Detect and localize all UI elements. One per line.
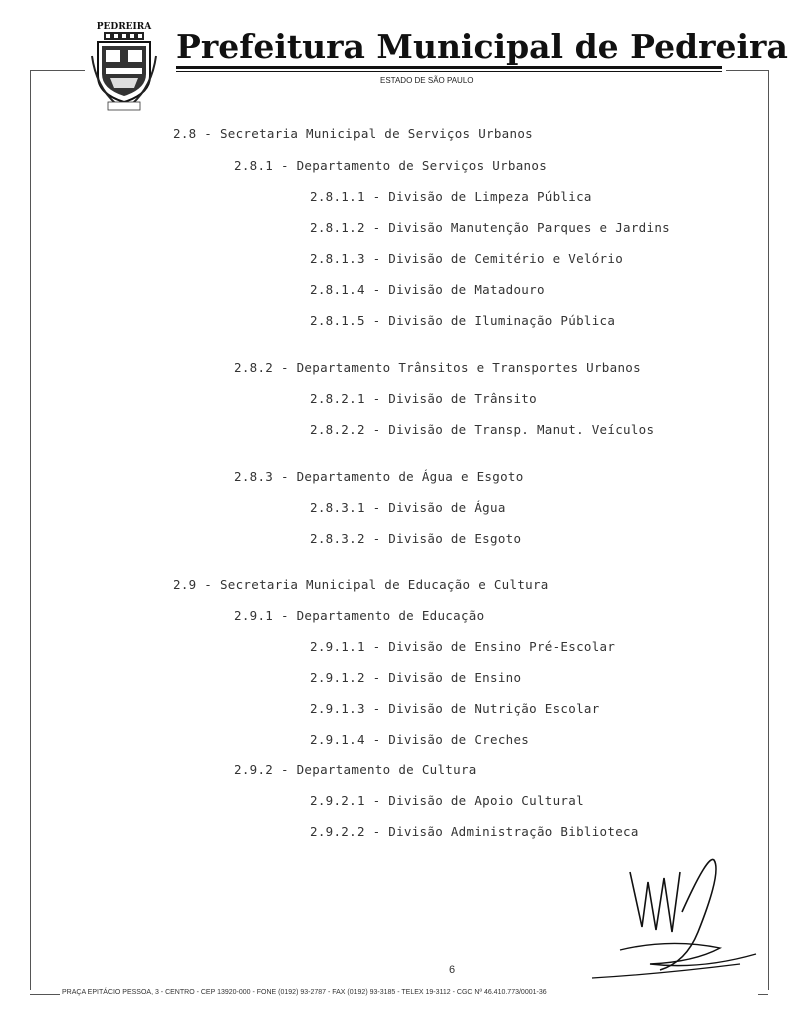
crest-logo: [90, 16, 158, 112]
outline-item-level-2: 2.9.1.2 - Divisão de Ensino: [310, 670, 522, 685]
outline-item-level-0: 2.9 - Secretaria Municipal de Educação e Cultura: [173, 577, 549, 592]
outline-item-level-2: 2.8.1.5 - Divisão de Iluminação Pública: [310, 313, 616, 328]
crest-text: PEDREIRA: [96, 22, 152, 32]
outline-item-level-1: 2.8.2 - Departamento Trânsitos e Transportes Urbanos: [234, 360, 641, 375]
outline-item-level-2: 2.9.1.3 - Divisão de Nutrição Escolar: [310, 701, 600, 716]
footer-rule-right: [758, 994, 768, 995]
footer-rule-left: [30, 994, 60, 995]
outline-item-level-2: 2.8.3.2 - Divisão de Esgoto: [310, 531, 522, 546]
outline-item-level-2: 2.8.1.3 - Divisão de Cemitério e Velório: [310, 251, 624, 266]
outline-item-level-1: 2.9.1 - Departamento de Educação: [234, 608, 485, 623]
outline-item-level-2: 2.8.2.1 - Divisão de Trânsito: [310, 391, 537, 406]
page-number: 6: [449, 964, 456, 976]
outline-item-level-2: 2.8.1.4 - Divisão de Matadouro: [310, 282, 545, 297]
header-frame-top-right: [726, 70, 768, 71]
handwritten-signature: [590, 852, 760, 982]
outline-item-level-2: 2.9.2.1 - Divisão de Apoio Cultural: [310, 793, 584, 808]
header-frame-right: [768, 70, 769, 990]
outline-item-level-1: 2.8.1 - Departamento de Serviços Urbanos: [234, 158, 548, 173]
outline-item-level-1: 2.8.3 - Departamento de Água e Esgoto: [234, 469, 524, 484]
outline-item-level-2: 2.8.1.2 - Divisão Manutenção Parques e Jardins: [310, 220, 670, 235]
outline-item-level-1: 2.9.2 - Departamento de Cultura: [234, 762, 477, 777]
page-title: Prefeitura Municipal de Pedreira: [176, 27, 788, 66]
outline-item-level-2: 2.8.1.1 - Divisão de Limpeza Pública: [310, 189, 592, 204]
outline-item-level-2: 2.8.2.2 - Divisão de Transp. Manut. Veículos: [310, 422, 655, 437]
outline-item-level-2: 2.9.1.1 - Divisão de Ensino Pré-Escolar: [310, 639, 616, 654]
outline-item-level-0: 2.8 - Secretaria Municipal de Serviços Urbanos: [173, 126, 533, 141]
outline-item-level-2: 2.9.1.4 - Divisão de Creches: [310, 732, 530, 747]
title-rule-thick: [176, 66, 722, 69]
title-rule-thin: [176, 71, 722, 72]
page-subtitle: ESTADO DE SÃO PAULO: [380, 76, 474, 85]
outline-item-level-2: 2.9.2.2 - Divisão Administração Biblioteca: [310, 824, 639, 839]
header-frame-left: [30, 70, 31, 990]
footer-address: PRAÇA EPITÁCIO PESSOA, 3 - CENTRO - CEP 13920-000 - FONE (0192) 93-2787 - FAX (0192) 93-3185 - TELEX 19-3112 - CGC Nº 46.410.773/0001-36: [62, 989, 547, 996]
header-frame-top-left: [30, 70, 85, 71]
outline-item-level-2: 2.8.3.1 - Divisão de Água: [310, 500, 506, 515]
